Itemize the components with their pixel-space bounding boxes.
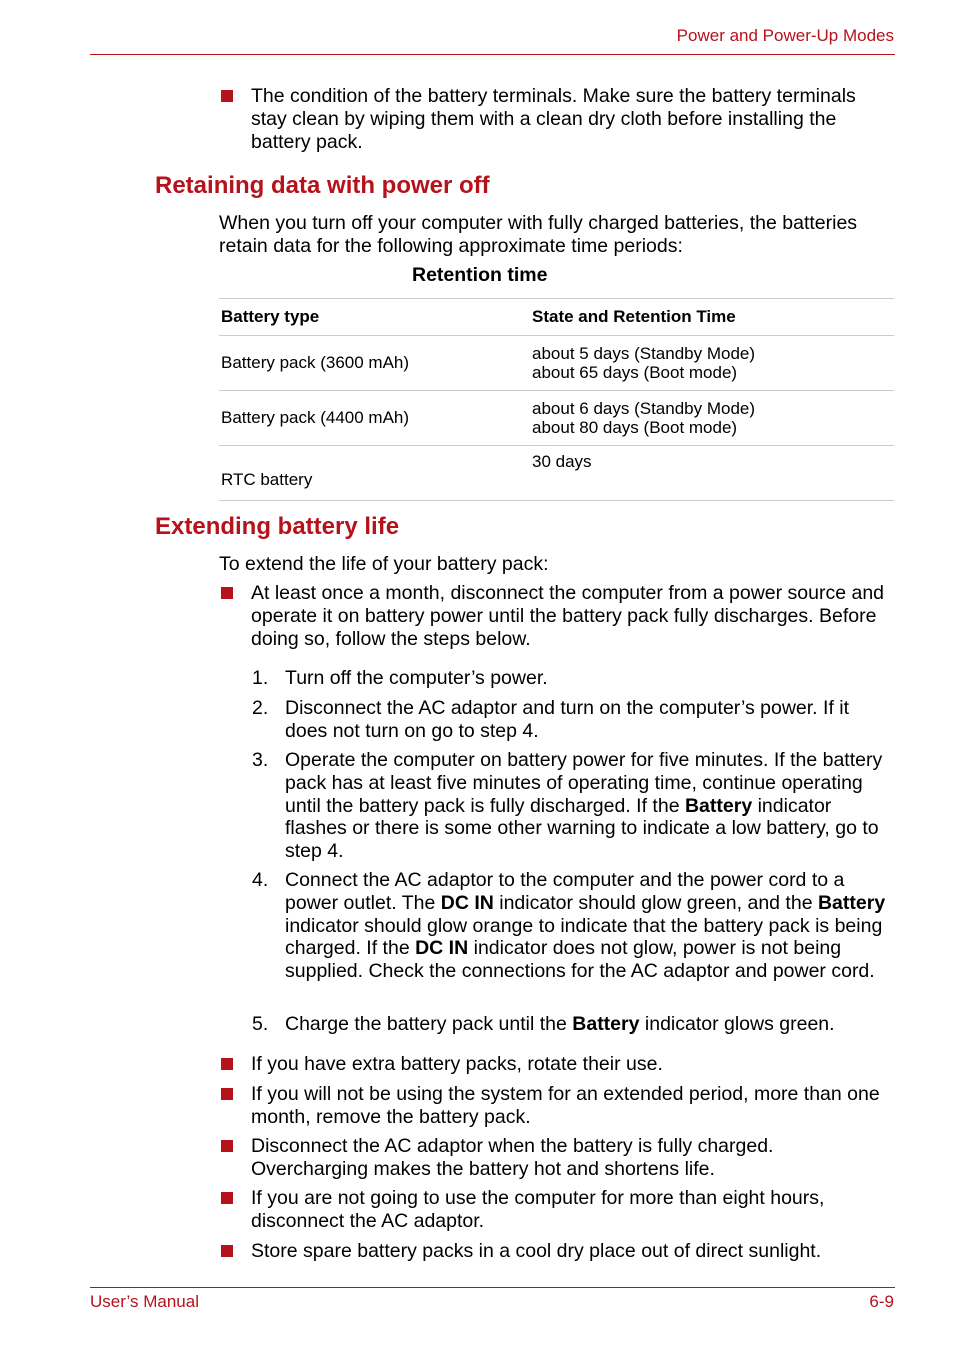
list-item xyxy=(221,1135,886,1181)
retention-cell xyxy=(530,391,894,446)
page-number: 6-9 xyxy=(869,1292,894,1311)
retention-line: about 80 days (Boot mode) xyxy=(532,418,738,437)
bullet-square-icon xyxy=(221,1245,233,1257)
retention-cell xyxy=(530,336,894,391)
retention-line: about 5 days (Standby Mode) xyxy=(532,344,756,363)
section-heading-extending-battery-life: Extending battery life xyxy=(155,513,400,540)
battery-type-cell: RTC battery xyxy=(219,446,530,501)
numbered-step xyxy=(252,1013,892,1036)
bullet-square-icon xyxy=(221,1192,233,1204)
list-item xyxy=(221,582,886,650)
bullet-square-icon xyxy=(221,587,233,599)
ui-term: Battery xyxy=(572,1013,640,1035)
table-row xyxy=(219,336,894,391)
table-caption: Retention time xyxy=(412,264,548,286)
ui-term: Battery xyxy=(817,891,886,914)
column-header: Battery type xyxy=(219,299,530,336)
retention-line: about 65 days (Boot mode) xyxy=(532,363,738,382)
footer-rule xyxy=(90,1287,895,1288)
paragraph: To extend the life of your battery pack: xyxy=(219,553,549,575)
battery-type-cell: Battery pack (3600 mAh) xyxy=(219,336,530,391)
bullet-text: The condition of the battery terminals. Make sure the battery terminals stay clean by wiping them with a clean dry cloth before installing the battery pack. xyxy=(251,85,856,153)
paragraph: When you turn off your computer with fully charged batteries, the batteries retain data for the following approximate time periods: xyxy=(219,212,858,257)
list-item xyxy=(221,1240,886,1263)
ui-term: Battery xyxy=(684,794,753,817)
step-text: Operate the computer on battery power for five minutes. If the battery pack has at least five minutes of operating time, continue operating until the battery pack is fully discharged. If the Battery indicator flashes or there is some other warning to indicate a low battery, go to step 4. xyxy=(285,749,883,863)
bullet-square-icon xyxy=(221,90,233,102)
retention-time-table xyxy=(219,298,894,501)
bullet-square-icon xyxy=(221,1140,233,1152)
step-text: Connect the AC adaptor to the computer and the power cord to a power outlet. The DC IN indicator should glow green, and the Battery indicator should glow orange to indicate that the battery pack is being charged. If the DC IN indicator does not glow, power is not being supplied. Check the connections for the AC adaptor and power cord. xyxy=(285,869,886,983)
step-number: 2. xyxy=(252,697,269,719)
battery-type-cell: Battery pack (4400 mAh) xyxy=(219,391,530,446)
list-item xyxy=(221,1083,886,1129)
step-number: 4. xyxy=(252,869,269,891)
section-heading-retaining-data: Retaining data with power off xyxy=(155,172,490,199)
retention-cell xyxy=(530,446,894,501)
step-text: Disconnect the AC adaptor and turn on the computer’s power. If it does not turn on go to step 4. xyxy=(285,697,850,742)
table-row xyxy=(219,391,894,446)
table-row xyxy=(219,446,894,501)
numbered-step xyxy=(252,869,892,983)
list-item xyxy=(221,1187,886,1233)
step-number: 5. xyxy=(252,1013,269,1035)
bullet-square-icon xyxy=(221,1088,233,1100)
list-item xyxy=(221,85,886,153)
column-header: State and Retention Time xyxy=(530,299,894,336)
step-text: Charge the battery pack until the Battery indicator glows green. xyxy=(285,1013,835,1035)
numbered-step xyxy=(252,667,892,690)
running-header: Power and Power-Up Modes xyxy=(676,26,894,45)
numbered-step xyxy=(252,749,892,863)
retention-line: 30 days xyxy=(532,452,592,471)
step-number: 1. xyxy=(252,667,269,689)
step-text: Turn off the computer’s power. xyxy=(285,667,548,689)
list-item xyxy=(221,1053,886,1076)
step-number: 3. xyxy=(252,749,269,771)
retention-line: about 6 days (Standby Mode) xyxy=(532,399,756,418)
bullet-square-icon xyxy=(221,1058,233,1070)
bullet-text: Disconnect the AC adaptor when the battery is fully charged. Overcharging makes the battery hot and shortens life. xyxy=(251,1135,774,1180)
bullet-text: If you have extra battery packs, rotate their use. xyxy=(251,1053,663,1075)
numbered-step xyxy=(252,697,892,743)
ui-term: DC IN xyxy=(440,891,494,914)
table-header-row xyxy=(219,299,894,336)
bullet-text: At least once a month, disconnect the computer from a power source and operate it on battery power until the battery pack fully discharges. Before doing so, follow the steps below. xyxy=(251,582,885,650)
bullet-text: If you will not be using the system for an extended period, more than one month, remove the battery pack. xyxy=(251,1083,880,1128)
header-rule xyxy=(90,54,895,55)
bullet-text: If you are not going to use the computer for more than eight hours, disconnect the AC adaptor. xyxy=(251,1187,825,1232)
ui-term: DC IN xyxy=(415,937,469,960)
footer-manual-title: User’s Manual xyxy=(90,1292,199,1311)
bullet-text: Store spare battery packs in a cool dry place out of direct sunlight. xyxy=(251,1240,822,1262)
